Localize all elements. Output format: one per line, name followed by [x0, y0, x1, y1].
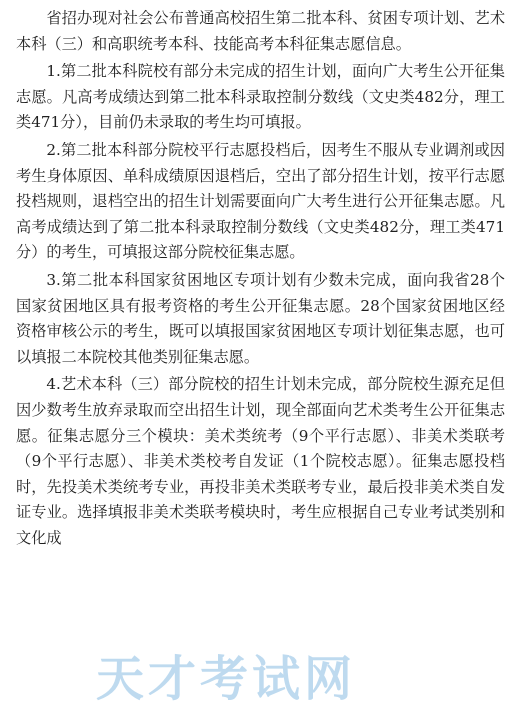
paragraph-item-3: 3.第二批本科国家贫困地区专项计划有少数未完成，面向我省28个国家贫困地区具有报考资格的考生公开征集志愿。28个国家贫困地区经资格审核公示的考生，既可以填报国家贫困地区专项计划征集志愿，也可以填报二本院校其他类别征集志愿。: [16, 270, 505, 366]
paragraph-item-2: 2.第二批本科部分院校平行志愿投档后，因考生不服从专业调剂或因考生身体原因、单科成绩原因退档后，空出了部分招生计划，按平行志愿投档规则，退档空出的招生计划需要面向广大考生进行公开征集志愿。凡高考成绩达到了第二批本科录取控制分数线（文史类482分，理工类471分）的考生，可填报这部分院校征集志愿。: [16, 140, 505, 262]
site-watermark: 天才考试网: [96, 651, 357, 707]
paragraph-item-1: 1.第二批本科院校有部分未完成的招生计划，面向广大考生公开征集志愿。凡高考成绩达到第二批本科录取控制分数线（文史类482分，理工类471分），目前仍未录取的考生均可填报。: [16, 62, 505, 132]
paragraph-intro: 省招办现对社会公布普通高校招生第二批本科、贫困专项计划、艺术本科（三）和高职统考本科、技能高考本科征集志愿信息。: [16, 9, 505, 53]
paragraph-item-4: 4.艺术本科（三）部分院校的招生计划未完成，部分院校生源充足但因少数考生放弃录取而空出招生计划，现全部面向艺术类考生公开征集志愿。征集志愿分三个模块：美术类统考（9个平行志愿）、非美术类联考（9个平行志愿）、非美术类校考自发证（1个院校志愿）。征集志愿投档时，先投美术类统考专业，再投非美术类联考专业，最后投非美术类自发证专业。选择填报非美术类联考模块时，考生应根据自己专业考试类别和文化成: [16, 375, 505, 547]
